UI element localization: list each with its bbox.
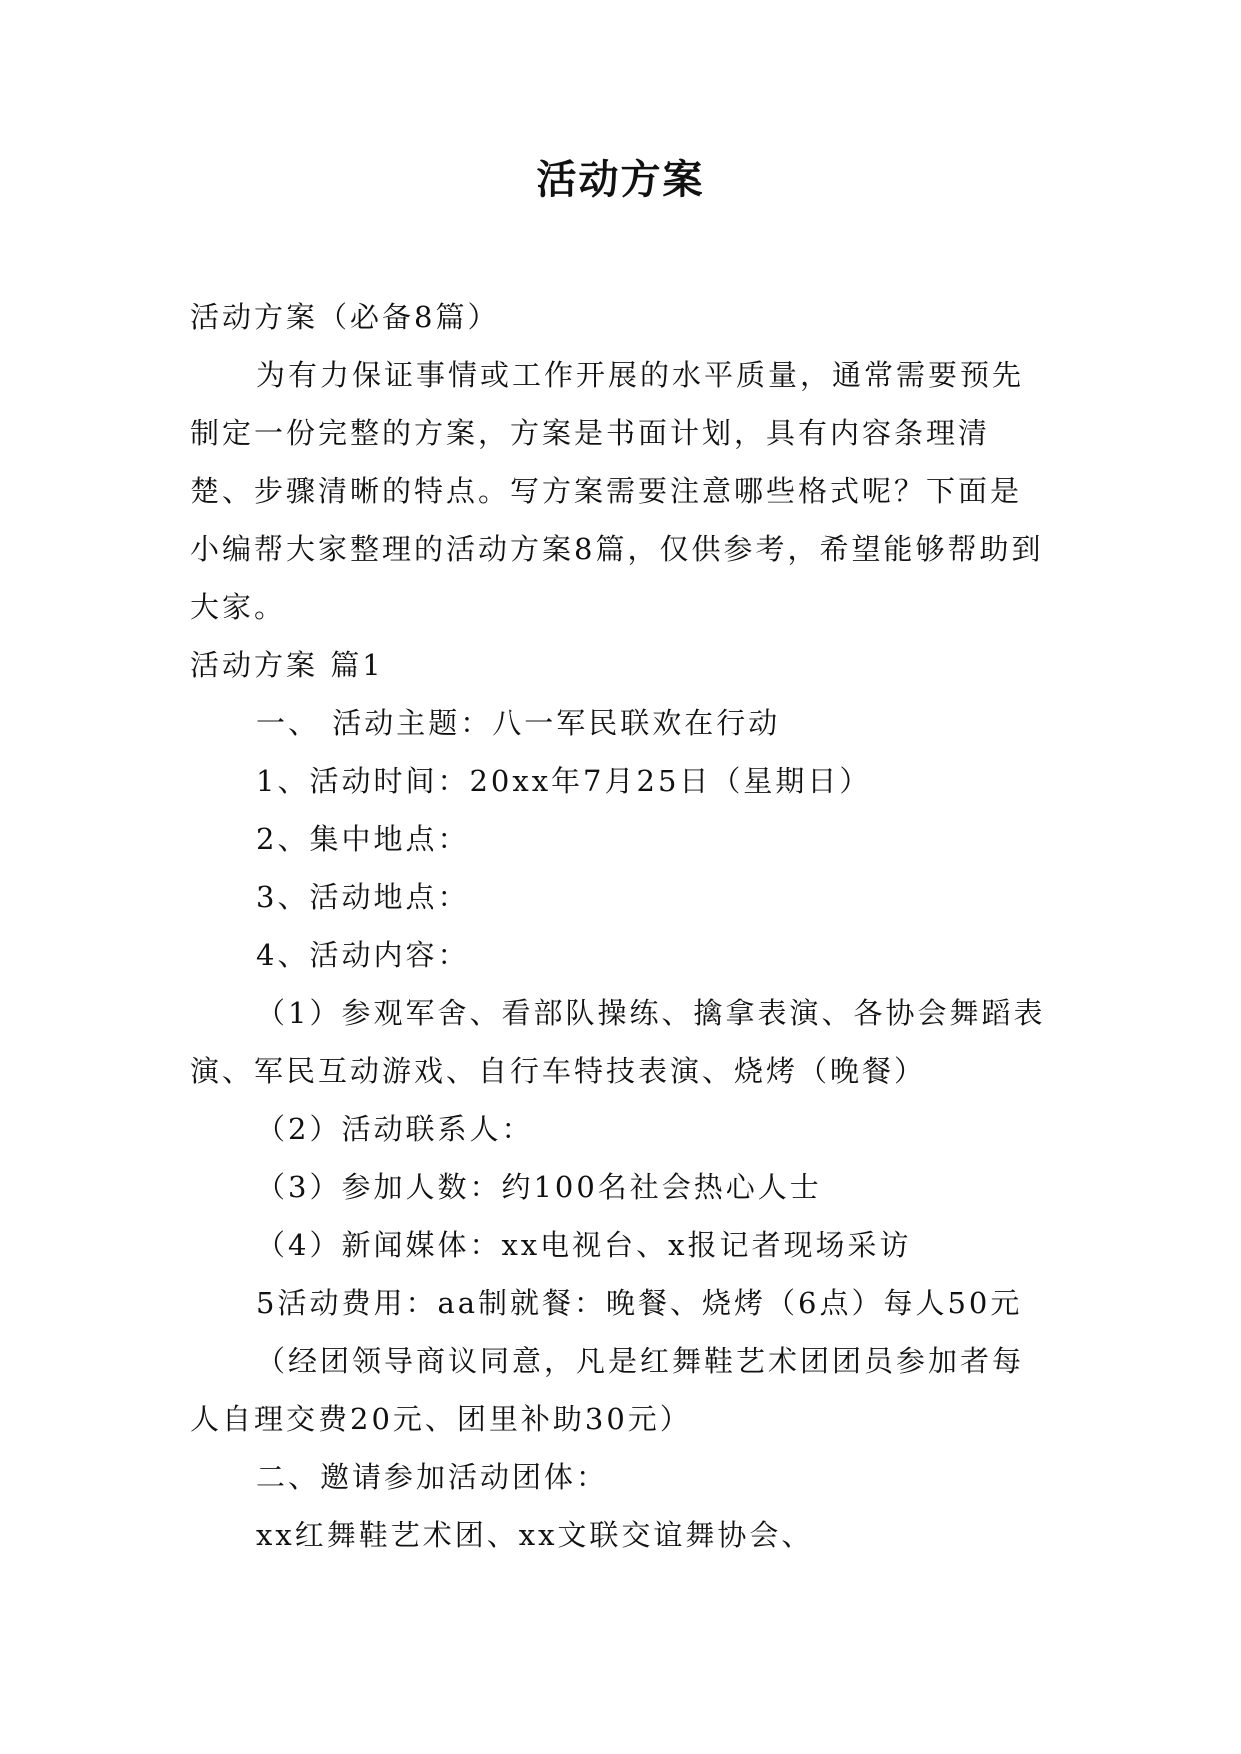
paragraph: 1、活动时间：20xx年7月25日（星期日） (256, 764, 872, 798)
paragraph: 3、活动地点： (256, 880, 470, 914)
intro-paragraph: 为有力保证事情或工作开展的水平质量，通常需要预先制定一份完整的方案，方案是书面计划，具有内容条理清楚、步骤清晰的特点。写方案需要注意哪些格式呢？下面是小编帮大家整理的活动方案8篇，仅供参考，希望能够帮助到大家。 (190, 358, 1044, 624)
paragraph: （经团领导商议同意，凡是红舞鞋艺术团团员参加者每人自理交费20元、团里补助30元） (190, 1344, 1025, 1436)
paragraph: （3）参加人数：约100名社会热心人士 (256, 1170, 822, 1204)
paragraph: （2）活动联系人： (256, 1112, 534, 1146)
paragraph: 2、集中地点： (256, 822, 470, 856)
subtitle-line: 活动方案（必备8篇） (190, 300, 500, 334)
paragraph: 二、邀请参加活动团体： (256, 1460, 609, 1494)
section-heading: 活动方案 篇1 (190, 648, 384, 682)
document-title: 活动方案 (536, 157, 705, 203)
document-body (190, 288, 1050, 1564)
paragraph: 一、 活动主题：八一军民联欢在行动 (256, 706, 781, 740)
paragraph: xx红舞鞋艺术团、xx文联交谊舞协会、 (256, 1518, 814, 1552)
paragraph: 4、活动内容： (256, 938, 470, 972)
paragraph: （1）参观军舍、看部队操练、擒拿表演、各协会舞蹈表演、军民互动游戏、自行车特技表演、烧烤（晚餐） (190, 996, 1046, 1088)
paragraph: 5活动费用：aa制就餐：晚餐、烧烤（6点）每人50元 (256, 1286, 1023, 1320)
paragraph: （4）新闻媒体：xx电视台、x报记者现场采访 (256, 1228, 912, 1262)
